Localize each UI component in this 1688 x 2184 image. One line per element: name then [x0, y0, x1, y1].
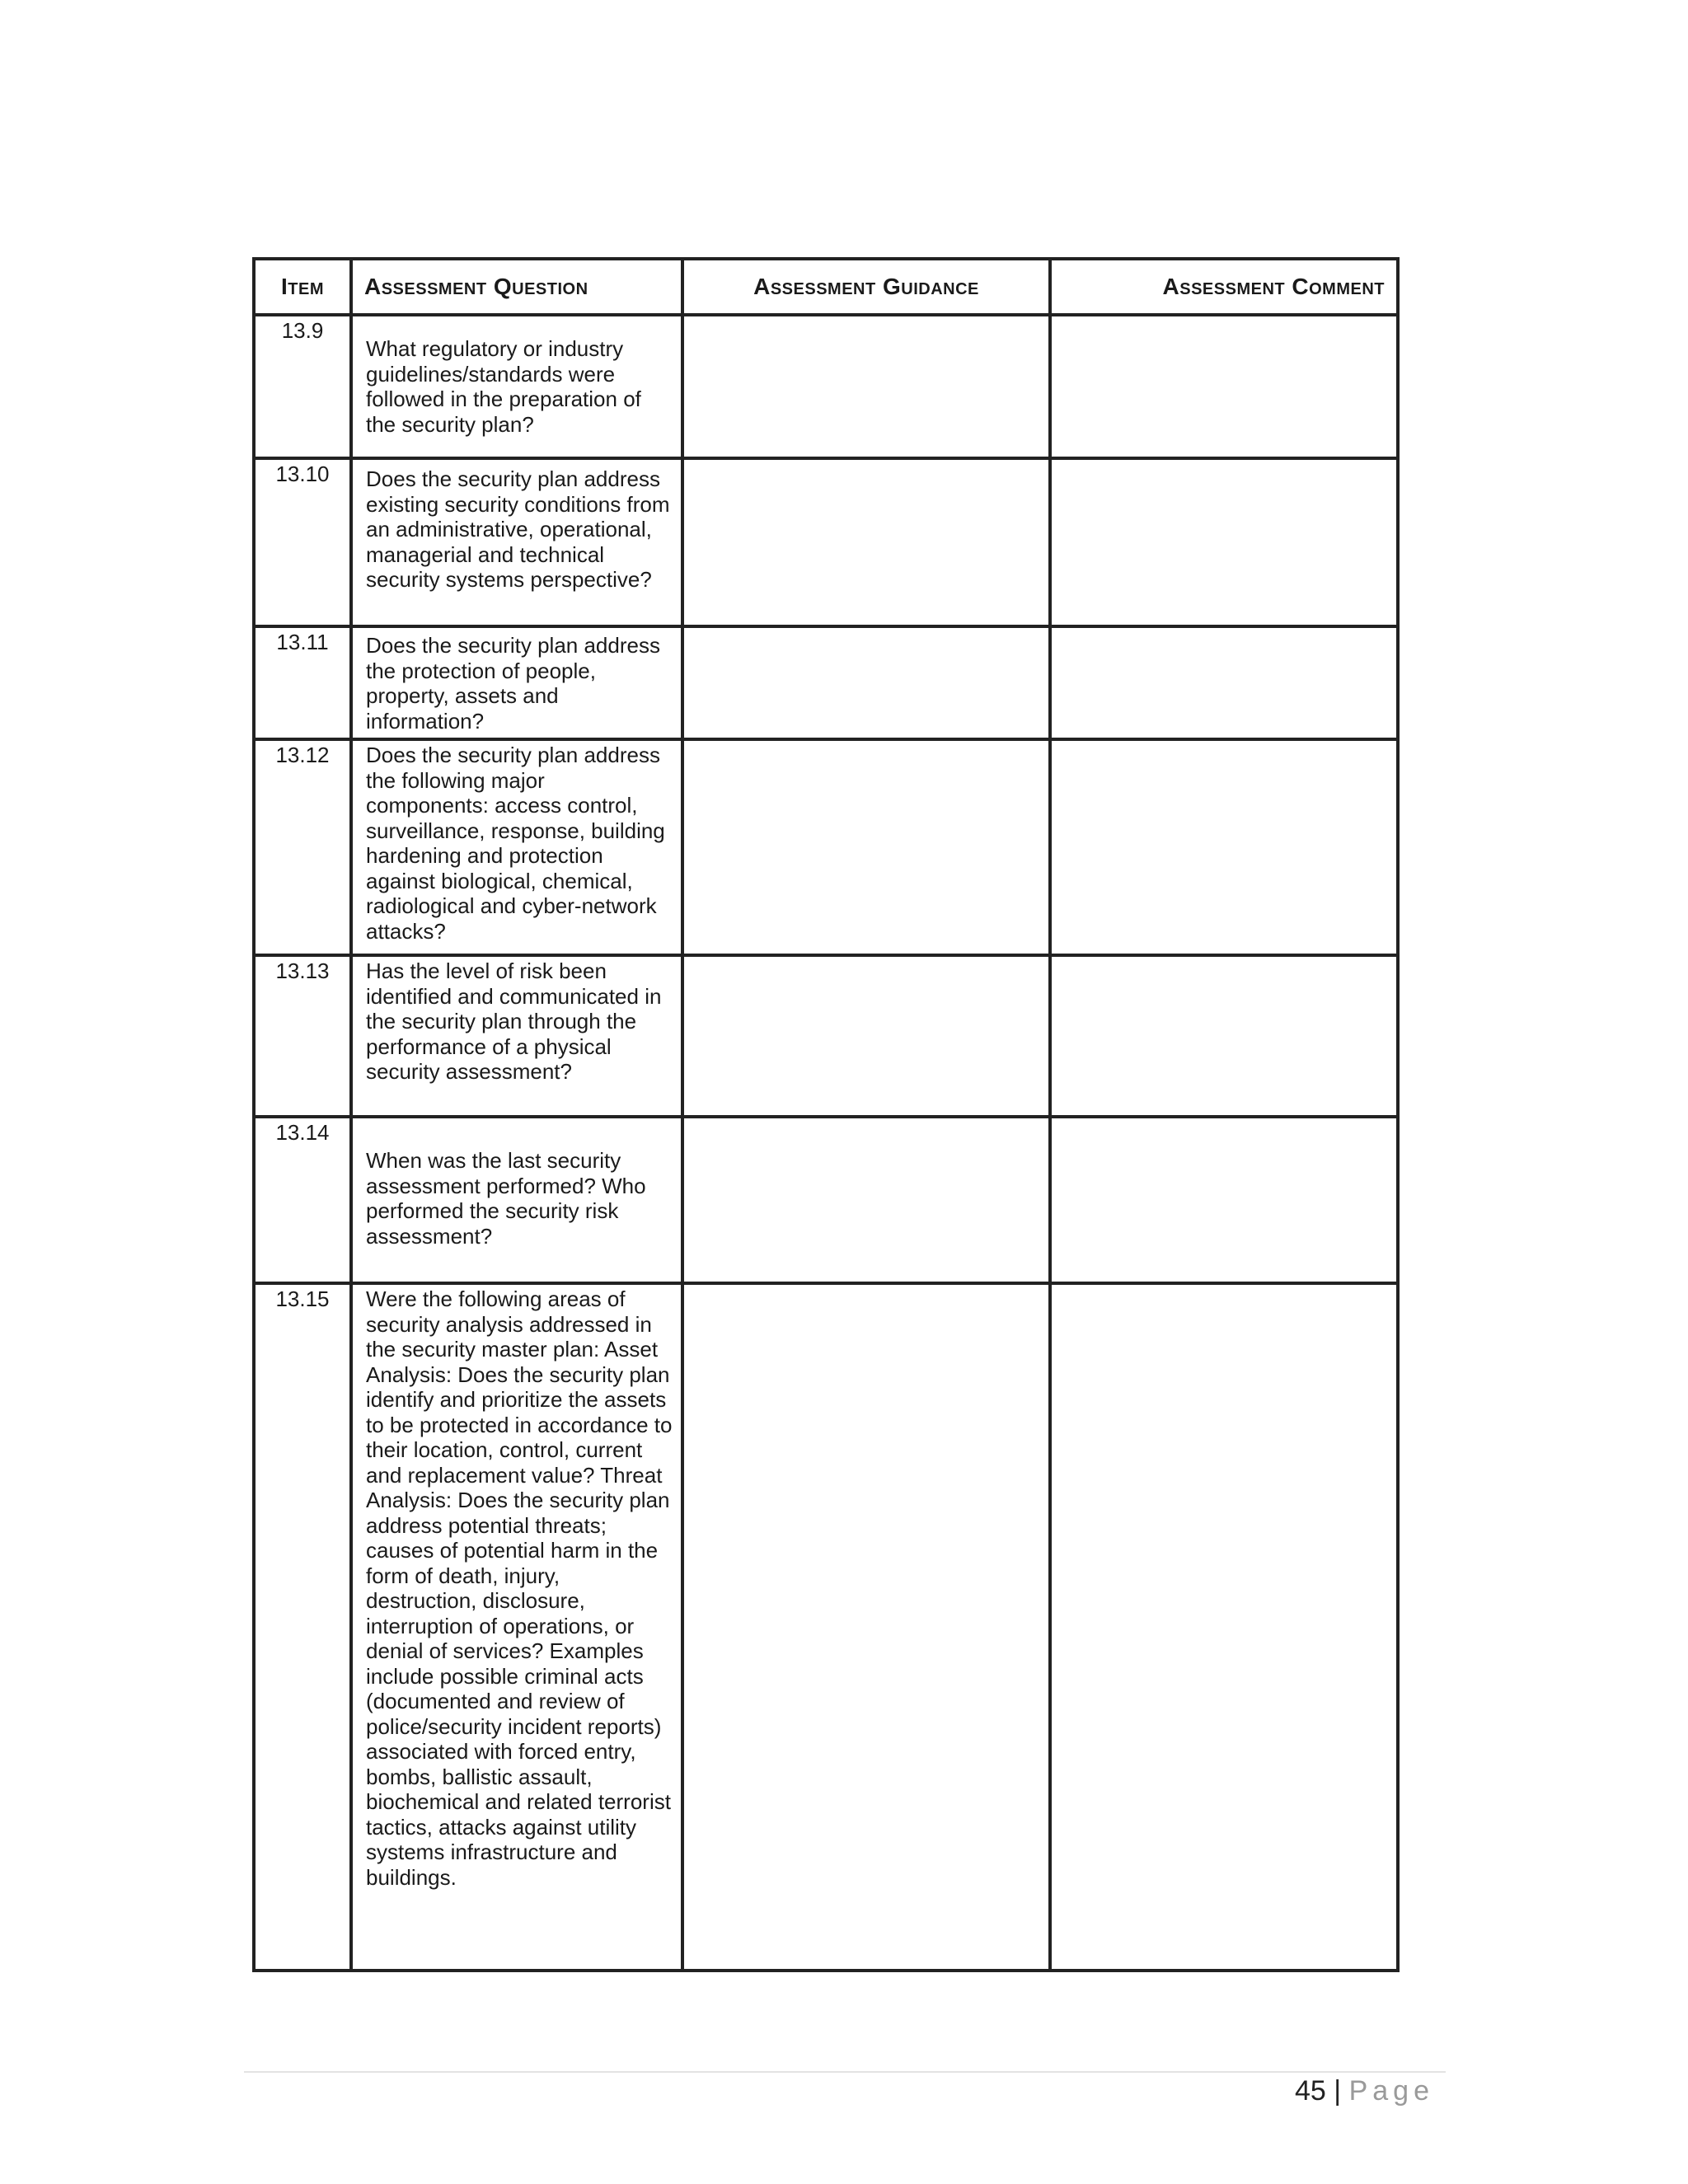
header-item: Item — [254, 259, 351, 315]
item-number: 13.12 — [254, 739, 351, 955]
question-text: Does the security plan address the following major components: access control, surveillance, response, building hardening and protection against biological, chemical, radiological and cyber-network attacks? — [351, 739, 682, 955]
item-number: 13.9 — [254, 315, 351, 458]
question-text: Does the security plan address the protection of people, property, assets and information? — [351, 626, 682, 739]
item-number: 13.14 — [254, 1117, 351, 1283]
question-text: What regulatory or industry guidelines/standards were followed in the preparation of the security plan? — [351, 315, 682, 458]
question-text: Does the security plan address existing security conditions from an administrative, operational, managerial and technical security systems perspective? — [351, 458, 682, 626]
comment-cell — [1050, 739, 1398, 955]
guidance-cell — [682, 626, 1050, 739]
item-number: 13.15 — [254, 1283, 351, 1971]
guidance-cell — [682, 739, 1050, 955]
header-question: Assessment Question — [351, 259, 682, 315]
page-label: Page — [1348, 2075, 1434, 2107]
footer-divider — [244, 2071, 1446, 2073]
table-row — [254, 955, 1398, 1117]
table-row — [254, 1283, 1398, 1971]
comment-cell — [1050, 955, 1398, 1117]
guidance-cell — [682, 458, 1050, 626]
guidance-cell — [682, 1117, 1050, 1283]
table-row — [254, 1117, 1398, 1283]
item-number: 13.13 — [254, 955, 351, 1117]
table-row — [254, 315, 1398, 458]
table-row — [254, 626, 1398, 739]
comment-cell — [1050, 458, 1398, 626]
guidance-cell — [682, 315, 1050, 458]
comment-cell — [1050, 315, 1398, 458]
item-number: 13.11 — [254, 626, 351, 739]
guidance-cell — [682, 1283, 1050, 1971]
guidance-cell — [682, 955, 1050, 1117]
header-comment: Assessment Comment — [1050, 259, 1398, 315]
table-row — [254, 739, 1398, 955]
comment-cell — [1050, 1283, 1398, 1971]
header-guidance: Assessment Guidance — [682, 259, 1050, 315]
table-row — [254, 458, 1398, 626]
table-header-row — [254, 259, 1398, 315]
page-separator: | — [1334, 2075, 1342, 2107]
item-number: 13.10 — [254, 458, 351, 626]
assessment-table — [252, 257, 1400, 1972]
comment-cell — [1050, 1117, 1398, 1283]
comment-cell — [1050, 626, 1398, 739]
question-text: When was the last security assessment performed? Who performed the security risk assessment? — [351, 1117, 682, 1283]
page-footer — [1295, 2075, 1434, 2107]
question-text: Has the level of risk been identified and communicated in the security plan through the performance of a physical security assessment? — [351, 955, 682, 1117]
question-text: Were the following areas of security analysis addressed in the security master plan: Asset Analysis: Does the security plan identify and prioritize the assets to be protected in accordance to their location, control, current and replacement value? Threat Analysis: Does the security plan address potential threats; causes of potential harm in the form of death, injury, destruction, disclosure, interruption of operations, or denial of services? Examples include possible criminal acts (documented and review of police/security incident reports) associated with forced entry, bombs, ballistic assault, biochemical and related terrorist tactics, attacks against utility systems infrastructure and buildings. — [351, 1283, 682, 1971]
page-number: 45 — [1295, 2075, 1326, 2107]
